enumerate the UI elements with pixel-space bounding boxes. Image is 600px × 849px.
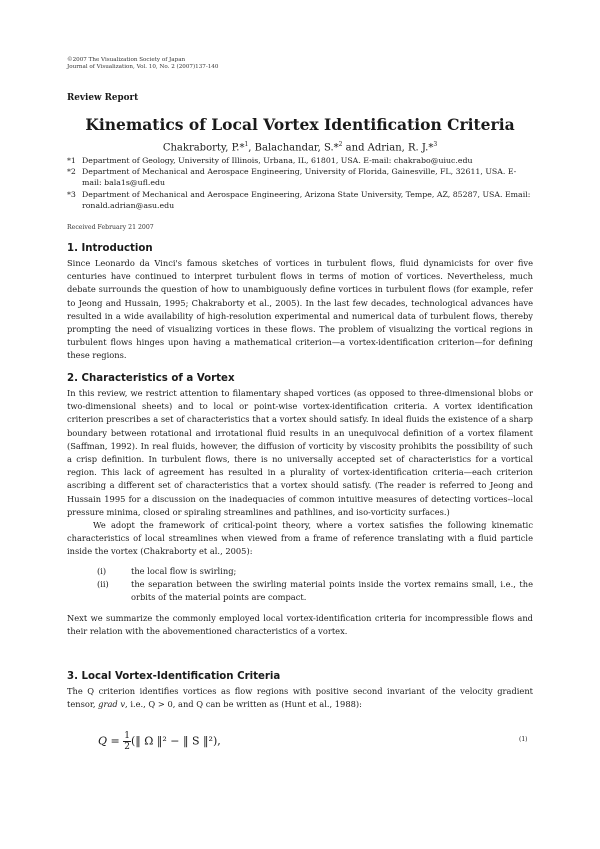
affiliation-mark: *2 [67, 167, 76, 177]
paragraph: Since Leonardo da Vinci's famous sketches of vortices in turbulent flows, fluid dynamicists for over five centuries have continued to interpret turbulent flows in terms of motion of vortices. Nevertheless, much debate surrounds the question of how to unambiguously define vortices in turbulent flows (for example, refer to Jeong and Hussain, 1995; Chakraborty et al., 2005). In the last few decades, technological advances have resulted in a wide availability of high-resolution experimental and numerical data of turbulent flows, thereby prompting the need of visualizing vortices in these flows. The problem of visualizing the vortical regions in turbulent flows hinges upon having a mathematical criterion—a vortex-identification criterion—for defining these regions. [67, 258, 533, 361]
author-sep-2: and [342, 142, 368, 154]
author-1-sup: 1 [244, 141, 249, 148]
author-line [67, 141, 533, 153]
list-marker: (ii) [97, 578, 109, 589]
journal-citation: Journal of Visualization, Vol. 10, No. 2 (2007)137-140 [67, 64, 219, 70]
paper-title: Kinematics of Local Vortex Identification Criteria [85, 115, 515, 134]
affiliation-text: Department of Geology, University of Illinois, Urbana, IL, 61801, USA. E-mail: chakrabo@uiuc.edu [82, 156, 473, 165]
copyright-line: ©2007 The Visualization Society of Japan [67, 57, 186, 63]
math-grad-v: grad v [98, 699, 126, 710]
author-2: Balachandar, S.* [254, 142, 339, 154]
affiliation-3 [67, 189, 533, 211]
journal-header [67, 56, 533, 72]
report-type: Review Report [67, 93, 139, 103]
paragraph: Next we summarize the commonly employed local vortex-identification criteria for incompressible flows and their relation with the abovementioned characteristics of a vortex. [67, 613, 533, 637]
affiliation-text: Department of Mechanical and Aerospace Engineering, University of Florida, Gainesville, FL, 32611, USA. E-mail: bala1s@ufl.edu [82, 167, 517, 188]
fraction-denominator: 2 [124, 742, 130, 752]
text-run: The Q criterion identifies vortices as flow regions with positive second invariant of the velocity gradient tensor, [67, 686, 533, 710]
fraction-numerator: 1 [124, 731, 130, 741]
received-date: Received February 21 2007 [67, 224, 154, 231]
equation-number: (1) [519, 736, 528, 743]
list-item [67, 578, 533, 604]
affiliation-text: Department of Mechanical and Aerospace Engineering, Arizona State University, Tempe, AZ, 85287, USA. Email: ronald.adrian@asu.edu [82, 189, 531, 210]
section-heading-criteria: 3. Local Vortex-Identification Criteria [67, 671, 281, 682]
author-1: Chakraborty, P.* [162, 142, 245, 154]
author-3-sup: 3 [433, 141, 438, 148]
equation-1 [98, 731, 221, 752]
section-heading-characteristics: 2. Characteristics of a Vortex [67, 373, 235, 384]
author-2-sup: 2 [338, 141, 343, 148]
author-3: Adrian, R. J.* [367, 142, 434, 154]
paragraph: In this review, we restrict attention to filamentary shaped vortices (as opposed to three-dimensional blobs or two-dimensional sheets) and to local or point-wise vortex-identification criteria. A vortex identification criterion prescribes a set of characteristics that a vortex should satisfy. In ideal fluids the existence of a sharp boundary between rotational and irrotational fluid results in an unequivocal definition of a vortex filament (Saffman, 1992). In real fluids, however, the diffusion of vorticity by viscosity prohibits the possibility of such a crisp definition. In turbulent flows, there is no universally accepted set of characteristics for a vortical region. This lack of agreement has resulted in a plurality of vortex-identification criteria—each criterion ascribing a different set of characteristics that a vortex should satisfy. (The reader is referred to Jeong and Hussain 1995 for a discussion on the inadequacies of common intuitive measures of detecting vortices--local pressure minima, closed or spiraling streamlines and pathlines, and iso-vorticity surfaces.) [67, 388, 533, 517]
list-text: the separation between the swirling material points inside the vortex remains small, i.e., the orbits of the material points are compact. [131, 578, 533, 603]
section-characteristics-body [67, 387, 533, 639]
affiliations [67, 155, 533, 211]
section-introduction-body [67, 257, 533, 363]
affiliation-1 [67, 155, 533, 166]
affiliation-2 [67, 166, 533, 188]
section-heading-introduction: 1. Introduction [67, 243, 153, 254]
author-sep-1: , [248, 142, 255, 154]
list-text: the local flow is swirling; [131, 565, 237, 576]
list-item [67, 565, 533, 578]
section-criteria-body [67, 685, 533, 711]
paragraph [67, 685, 533, 711]
text-run: , i.e., Q > 0, and Q can be written as (Hunt et al., 1988): [125, 699, 362, 710]
paragraph: We adopt the framework of critical-point theory, where a vortex satisfies the following kinematic characteristics of local streamlines when viewed from a frame of reference translating with a fluid particle inside the vortex (Chakraborty et al., 2005): [67, 520, 533, 557]
list-marker: (i) [97, 565, 107, 576]
equation-fraction [123, 731, 131, 752]
equation-rhs: (‖ Ω ‖² − ‖ S ‖²), [130, 734, 221, 748]
equation-equals: = [107, 734, 124, 748]
affiliation-mark: *3 [67, 189, 76, 199]
equation-lhs: Q [98, 734, 108, 748]
affiliation-mark: *1 [67, 156, 76, 165]
